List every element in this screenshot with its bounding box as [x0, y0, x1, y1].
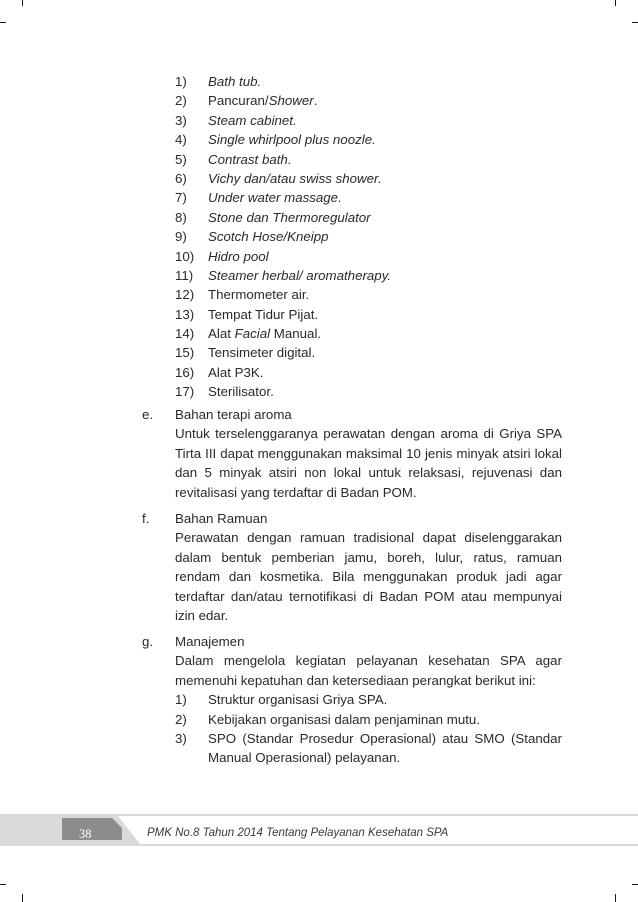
- list-item-text: [208, 382, 565, 401]
- list-item-number: 12): [175, 287, 195, 303]
- list-item-text: Kebijakan organisasi dalam penjaminan mutu.: [208, 711, 481, 727]
- list-item: [175, 91, 565, 110]
- italic-text: Stone dan Thermoregulator: [208, 209, 371, 225]
- list-item-text: [208, 208, 565, 227]
- footer-title: PMK No.8 Tahun 2014 Tentang Pelayanan Kesehatan SPA: [147, 827, 449, 839]
- section-heading: Bahan Ramuan: [175, 511, 268, 526]
- list-item: [175, 729, 562, 768]
- list-item: [175, 150, 565, 169]
- plain-text: Alat P3K.: [208, 364, 264, 380]
- list-item-number: 3): [175, 112, 187, 128]
- italic-text: Shower: [268, 93, 314, 109]
- section-body: Dalam mengelola kegiatan pelayanan kesehatan SPA agar memenuhi kepatuhan dan ketersediaan perangkat berikut ini:: [175, 653, 562, 688]
- plain-text: Alat: [208, 326, 235, 342]
- crop-mark-bottom-left-v: [22, 894, 23, 902]
- italic-text: Contrast bath.: [208, 151, 292, 167]
- list-item: [175, 324, 565, 343]
- plain-text: .: [313, 93, 318, 109]
- list-item: [175, 343, 565, 362]
- crop-mark-bottom-right-v: [615, 894, 616, 902]
- list-item: [175, 130, 565, 149]
- list-item-number: 9): [175, 229, 187, 245]
- list-item-text: [208, 305, 565, 324]
- management-list: [175, 690, 562, 768]
- list-item-text: [208, 111, 565, 130]
- list-item-text: [208, 188, 565, 207]
- italic-text: Hidro pool: [208, 248, 269, 264]
- page-number: 38: [79, 827, 92, 841]
- section-f: [142, 509, 562, 625]
- section-body: Untuk terselenggaranya perawatan dengan aroma di Griya SPA Tirta III dapat menggunakan maksimal 10 jenis minyak atsiri lokal dan 5 minyak atsiri non lokal untuk relaksasi, rejuvenasi dan revitalisasi yang terdaftar di Badan POM.: [175, 426, 562, 500]
- italic-text: Vichy dan/atau swiss shower.: [208, 170, 382, 186]
- italic-text: Single whirlpool plus noozle.: [208, 132, 376, 148]
- list-item: [175, 690, 562, 709]
- list-item: [175, 285, 565, 304]
- list-item-number: 2): [175, 711, 187, 727]
- italic-text: Under water massage.: [208, 190, 342, 206]
- list-item-text: [208, 343, 565, 362]
- section-letter: e.: [142, 407, 154, 422]
- list-item-number: 6): [175, 170, 187, 186]
- list-item: [175, 266, 565, 285]
- crop-mark-top-right-h: [632, 22, 638, 23]
- list-item-text: [208, 150, 565, 169]
- italic-text: Bath tub.: [208, 74, 262, 89]
- list-item-number: 3): [175, 731, 187, 747]
- list-item: [175, 305, 565, 324]
- plain-text: Sterilisator.: [208, 384, 274, 400]
- list-item-text: [208, 324, 565, 343]
- list-item: [175, 247, 565, 266]
- plain-text: Pancuran/: [208, 93, 269, 109]
- list-item-number: 2): [175, 93, 187, 109]
- list-item-number: 15): [175, 345, 195, 361]
- section-g: [142, 632, 562, 768]
- list-item-text: [208, 285, 565, 304]
- list-item-text: [208, 247, 565, 266]
- list-item-text: [208, 227, 565, 246]
- crop-mark-bottom-left-h: [0, 884, 6, 885]
- list-item-number: 4): [175, 132, 187, 148]
- section-letter: g.: [142, 634, 154, 649]
- list-item-text: [208, 72, 565, 91]
- crop-mark-top-left-v: [22, 0, 23, 6]
- list-item: [175, 710, 562, 729]
- italic-text: Steam cabinet.: [208, 112, 297, 128]
- list-item: [175, 188, 565, 207]
- plain-text: Thermometer air.: [208, 287, 310, 303]
- equipment-list: [175, 72, 565, 402]
- list-item-number: 16): [175, 364, 195, 380]
- crop-mark-top-left-h: [0, 22, 6, 23]
- list-item-text: [208, 130, 565, 149]
- crop-mark-bottom-right-h: [632, 884, 638, 885]
- list-item-number: 11): [175, 267, 194, 283]
- section-heading: Bahan terapi aroma: [175, 407, 292, 422]
- list-item-text: [208, 91, 565, 110]
- list-item-text: [208, 169, 565, 188]
- list-item: [175, 111, 565, 130]
- italic-text: Facial: [234, 326, 271, 342]
- section-letter: f.: [142, 511, 150, 526]
- list-item: [175, 363, 565, 382]
- list-item: [175, 72, 565, 91]
- italic-text: Scotch Hose/Kneipp: [208, 229, 329, 245]
- list-item-text: [208, 363, 565, 382]
- list-item: [175, 208, 565, 227]
- list-item: [175, 382, 565, 401]
- section-heading: Manajemen: [175, 634, 245, 649]
- page-number-tab: [62, 818, 122, 840]
- section-e: [142, 405, 562, 502]
- list-item-number: 5): [175, 151, 187, 167]
- list-item-number: 10): [175, 248, 195, 264]
- list-item-number: 1): [175, 692, 187, 708]
- list-item-number: 7): [175, 190, 187, 206]
- list-item-number: 13): [175, 306, 195, 322]
- list-item-text: Struktur organisasi Griya SPA.: [208, 692, 388, 708]
- list-item-number: 8): [175, 209, 187, 225]
- section-body: Perawatan dengan ramuan tradisional dapat diselenggarakan dalam bentuk pemberian jamu, boreh, lulur, ratus, ramuan rendam dan kosmetika. Bila menggunakan produk jadi agar terdaftar dan/atau ternotifikasi di Badan POM atau mempunyai izin edar.: [175, 530, 562, 624]
- italic-text: Steamer herbal/ aromatherapy.: [208, 267, 392, 283]
- plain-text: Tensimeter digital.: [208, 345, 316, 361]
- crop-mark-top-right-v: [615, 0, 616, 6]
- list-item: [175, 169, 565, 188]
- list-item-number: 14): [175, 326, 195, 342]
- list-item-number: 17): [175, 384, 195, 400]
- plain-text: Tempat Tidur Pijat.: [208, 306, 319, 322]
- plain-text: Manual.: [270, 326, 322, 342]
- list-item: [175, 227, 565, 246]
- list-item-text: [208, 266, 565, 285]
- list-item-number: 1): [175, 74, 187, 89]
- list-item-text: SPO (Standar Prosedur Operasional) atau SMO (Standar Manual Operasional) pelayanan.: [208, 731, 562, 766]
